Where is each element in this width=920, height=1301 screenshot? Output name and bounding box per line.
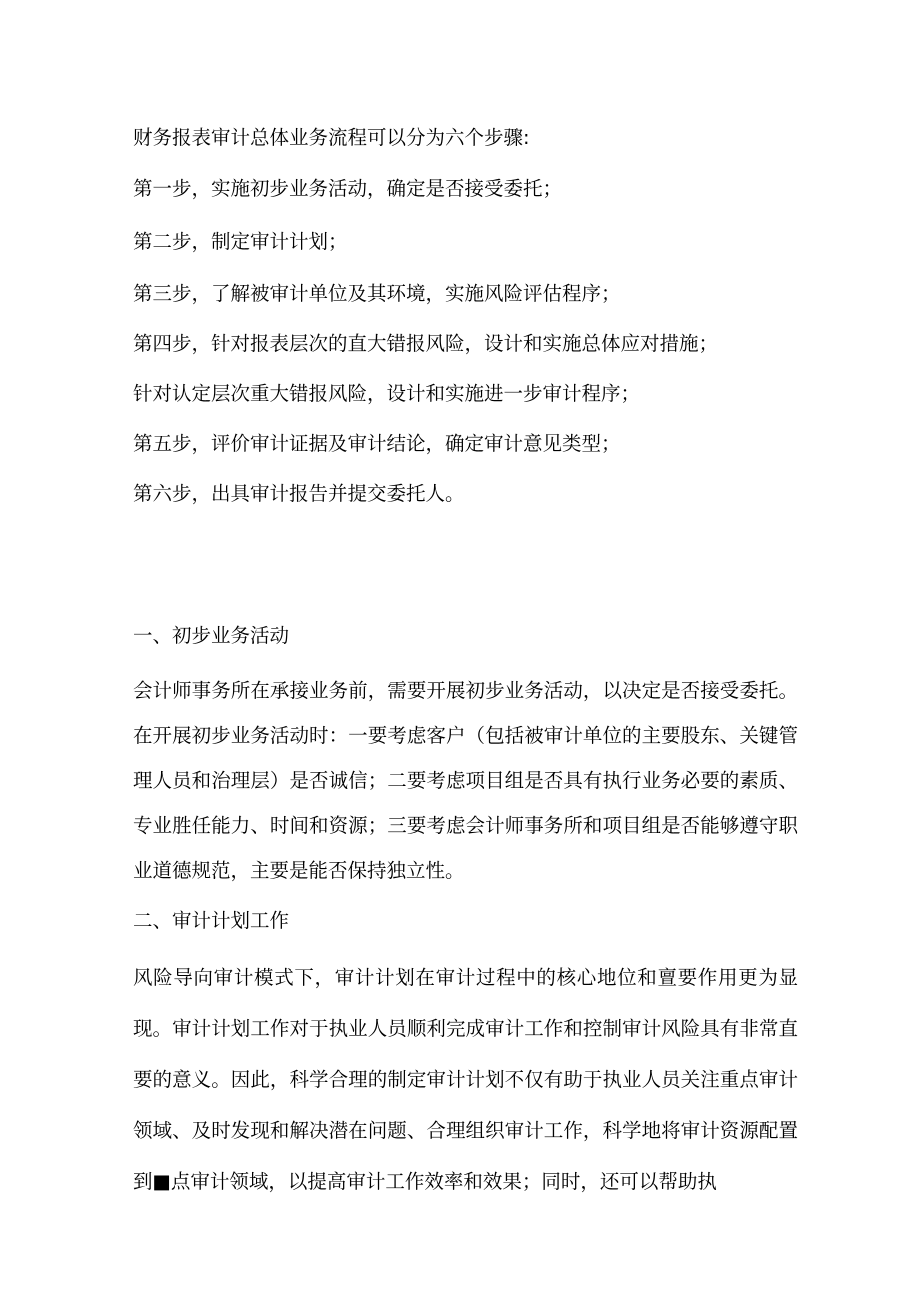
step-line: 针对认定层次重大错报风险，设计和实施进一步审计程序； [133, 382, 641, 405]
section-paragraph: 风险导向审计模式下，审计计划在审计过程中的核心地位和亶要作用更为显现。审计计划工作对于执业人员顺利完成审计工作和控制审计风险具有非常直要的意义。因此，科学合理的制定审计计划不仅有助于执业人员关注重点审计领域、及时发现和解决潜在问题、合理组织审计工作，科学地将审计资源配置到■点审计领域，以提高审计工作效率和效果；同时，还可以帮助执 [133, 966, 798, 1193]
step-line: 第三步，了解被审计单位及其环境，实施风险评估程序； [133, 282, 621, 305]
section-heading: 一、初步业务活动 [133, 624, 290, 647]
section-paragraph: 会计师事务所在承接业务前，需要开展初步业务活动，以决定是否接受委托。在开展初步业务活动时：一要考虑客户（包括被审计单位的主要股东、关键管理人员和治理层）是否诚信；二要考虑项目组是否具有执行业务必要的素质、专业胜任能力、时间和资源；三要考虑会计师事务所和项目组是否能够遵守职业道德规范，主要是能否保持独立性。 [133, 679, 798, 882]
steps-intro: 财务报表审计总体业务流程可以分为六个步骤: [133, 126, 530, 149]
step-line: 第四步，针对报表层次的直大错报风险，设计和实施总体应对措施； [133, 332, 719, 355]
step-line: 第二步，制定审计计划； [133, 230, 348, 253]
step-line: 第六步，出具审计报告并提交委托人。 [133, 482, 465, 505]
section-heading: 二、审计计划工作 [133, 909, 290, 932]
step-line: 第五步，评价审计证据及审计结论，确定审计意见类型； [133, 432, 621, 455]
step-line: 第一步，实施初步业务活动，确定是否接受委托； [133, 177, 563, 200]
